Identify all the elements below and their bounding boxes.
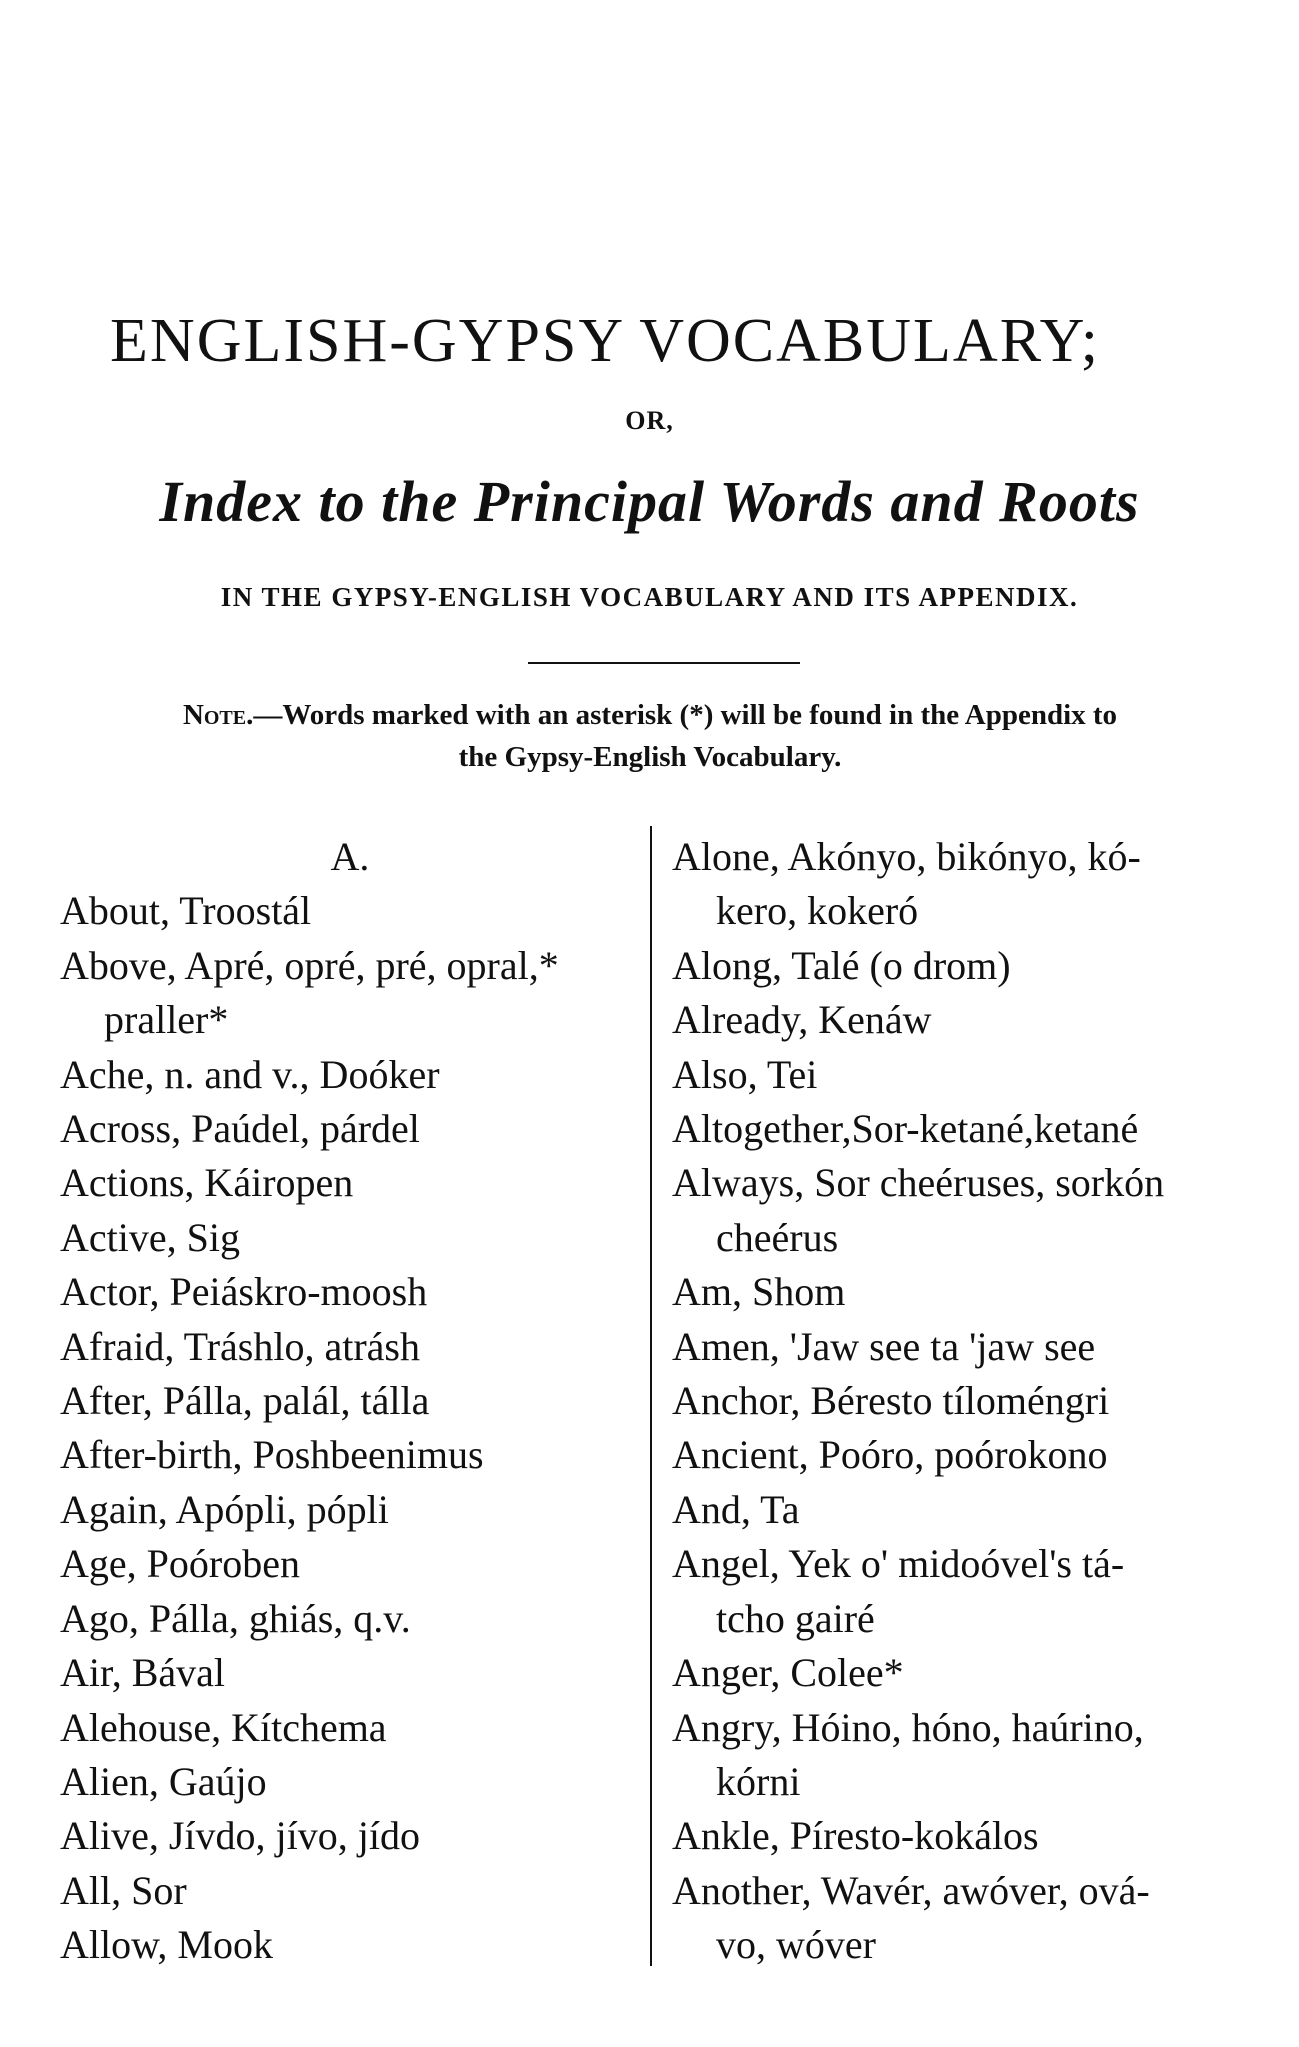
entry-line: Always, Sor cheéruses, sorkón [672, 1160, 1165, 1206]
entry-line: Actor, Peiáskro-moosh [60, 1269, 428, 1315]
entry-line: Alive, Jívdo, jívo, jído [60, 1813, 420, 1859]
entry-line: Altogether,Sor-ketané,ketané [672, 1106, 1139, 1152]
entry-continuation: vo, wóver [716, 1922, 876, 1968]
entry-line: About, Troostál [60, 888, 312, 934]
entry-line: Ankle, Píresto-kokálos [672, 1813, 1039, 1859]
entry-line: Afraid, Tráshlo, atrásh [60, 1323, 420, 1369]
entry-line: Ache, n. and v., Doóker [60, 1051, 440, 1097]
page-title: ENGLISH-GYPSY VOCABULARY; [110, 307, 1100, 375]
entry-line: Another, Wavér, awóver, ová- [672, 1867, 1150, 1913]
entry-line: All, Sor [60, 1867, 187, 1913]
note-label: Note. [182, 699, 254, 731]
entry-line: Above, Apré, opré, pré, opral,* [60, 942, 559, 988]
note-block [60, 694, 1240, 778]
entry-line: Angry, Hóino, hóno, haúrino, [672, 1704, 1144, 1750]
note-line-2: the Gypsy-English Vocabulary. [458, 741, 842, 773]
entry-continuation: cheérus [716, 1214, 839, 1260]
entry-line: Alehouse, Kítchema [60, 1704, 387, 1750]
section-heading: A. [330, 834, 370, 879]
entry-line: Active, Sig [60, 1214, 240, 1260]
entry-line: Anger, Colee* [672, 1650, 904, 1696]
left-column [60, 830, 640, 1973]
entry-line: Ago, Pálla, ghiás, q.v. [60, 1595, 411, 1641]
title-divider [528, 662, 800, 664]
entry-line: Already, Kenáw [672, 997, 932, 1043]
entry-line: Again, Apópli, pópli [60, 1486, 389, 1532]
entry-line: Also, Tei [672, 1051, 818, 1097]
column-divider [650, 826, 652, 1966]
entry-line: Alone, Akónyo, bikónyo, kó- [672, 834, 1141, 879]
entry-line: Alien, Gaújo [60, 1758, 267, 1804]
right-column [672, 830, 1272, 1973]
entry-line: Across, Paúdel, párdel [60, 1106, 420, 1152]
entry-line: After-birth, Poshbeenimus [60, 1432, 484, 1478]
entry-line: Along, Talé (o drom) [672, 942, 1011, 988]
note-line-1 [60, 694, 1240, 736]
entry-line: Angel, Yek o' midoóvel's tá- [672, 1541, 1125, 1587]
note-text-1: —Words marked with an asterisk (*) will be found in the Appendix to [253, 699, 1118, 731]
subtitle-scope: IN THE GYPSY-ENGLISH VOCABULARY AND ITS APPENDIX. [220, 582, 1079, 612]
entry-continuation: praller* [104, 997, 229, 1043]
entry-line: Age, Poóroben [60, 1541, 300, 1587]
entry-line: Actions, Káiropen [60, 1160, 354, 1206]
entry-line: Air, Bával [60, 1650, 226, 1696]
entry-line: After, Pálla, palál, tálla [60, 1378, 430, 1424]
entry-continuation: tcho gairé [716, 1595, 875, 1641]
page-subtitle: Index to the Principal Words and Roots [159, 469, 1140, 534]
entry-line: And, Ta [672, 1486, 800, 1532]
entry-line: Ancient, Poóro, poórokono [672, 1432, 1108, 1478]
entry-line: Am, Shom [672, 1269, 846, 1315]
title-connector: OR, [625, 406, 674, 435]
entry-line: Allow, Mook [60, 1922, 273, 1968]
entry-continuation: kórni [716, 1758, 801, 1804]
entry-line: Amen, 'Jaw see ta 'jaw see [672, 1323, 1096, 1369]
entry-continuation: kero, kokeró [716, 888, 919, 934]
entry-line: Anchor, Béresto tíloméngri [672, 1378, 1110, 1424]
